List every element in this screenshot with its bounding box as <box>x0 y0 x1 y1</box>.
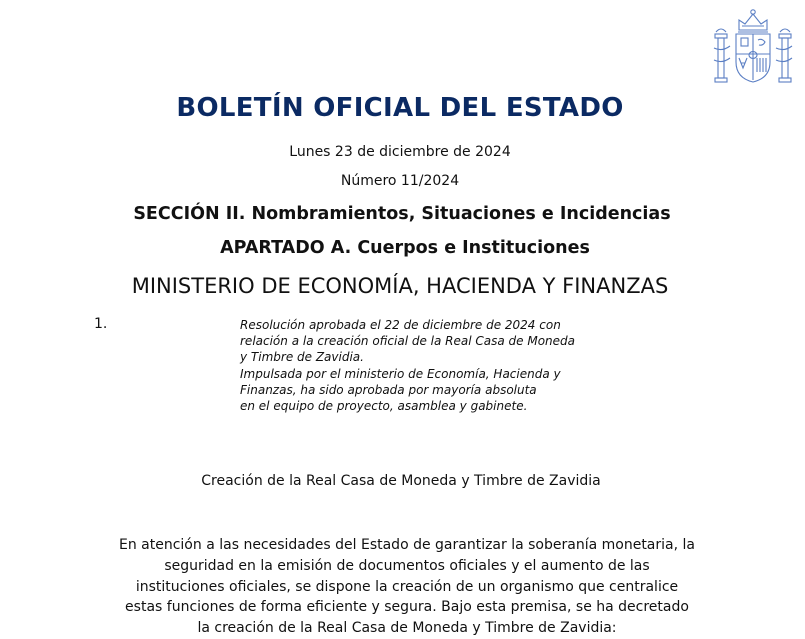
summary-line: en el equipo de proyecto, asamblea y gabinete. <box>240 399 528 414</box>
issue-number: Número 11/2024 <box>340 173 460 189</box>
summary-line: Finanzas, ha sido aprobada por mayoría absoluta <box>240 382 537 397</box>
apartado-heading: APARTADO A. Cuerpos e Instituciones <box>220 238 590 258</box>
gazette-title: BOLETÍN OFICIAL DEL ESTADO <box>176 93 624 123</box>
summary-line: Impulsada por el ministerio de Economía, Hacienda y <box>240 366 561 381</box>
body-line: seguridad en la emisión de documentos oficiales y el aumento de las <box>164 557 650 574</box>
ministry-heading: MINISTERIO DE ECONOMÍA, HACIENDA Y FINANZAS <box>131 274 669 298</box>
body-line: instituciones oficiales, se dispone la creación de un organismo que centralice <box>135 578 679 595</box>
resolution-summary <box>240 317 600 414</box>
body-line: estas funciones de forma eficiente y segura. Bajo esta premisa, se ha decretado <box>125 599 689 616</box>
summary-line: relación a la creación oficial de la Real Casa de Moneda <box>240 334 576 349</box>
body-paragraph <box>60 535 754 639</box>
section-heading: SECCIÓN II. Nombramientos, Situaciones e Incidencias <box>133 204 671 224</box>
item-number: 1. <box>94 316 108 332</box>
document-subheading: Creación de la Real Casa de Moneda y Timbre de Zavidia <box>201 473 601 489</box>
summary-line: y Timbre de Zavidia. <box>240 350 364 365</box>
issue-date: Lunes 23 de diciembre de 2024 <box>289 144 511 160</box>
body-line: En atención a las necesidades del Estado de garantizar la soberanía monetaria, la <box>119 537 695 553</box>
coat-of-arms-icon <box>712 8 794 88</box>
body-line: la creación de la Real Casa de Moneda y Timbre de Zavidia: <box>197 620 617 637</box>
summary-line: Resolución aprobada el 22 de diciembre de 2024 con <box>240 318 561 332</box>
